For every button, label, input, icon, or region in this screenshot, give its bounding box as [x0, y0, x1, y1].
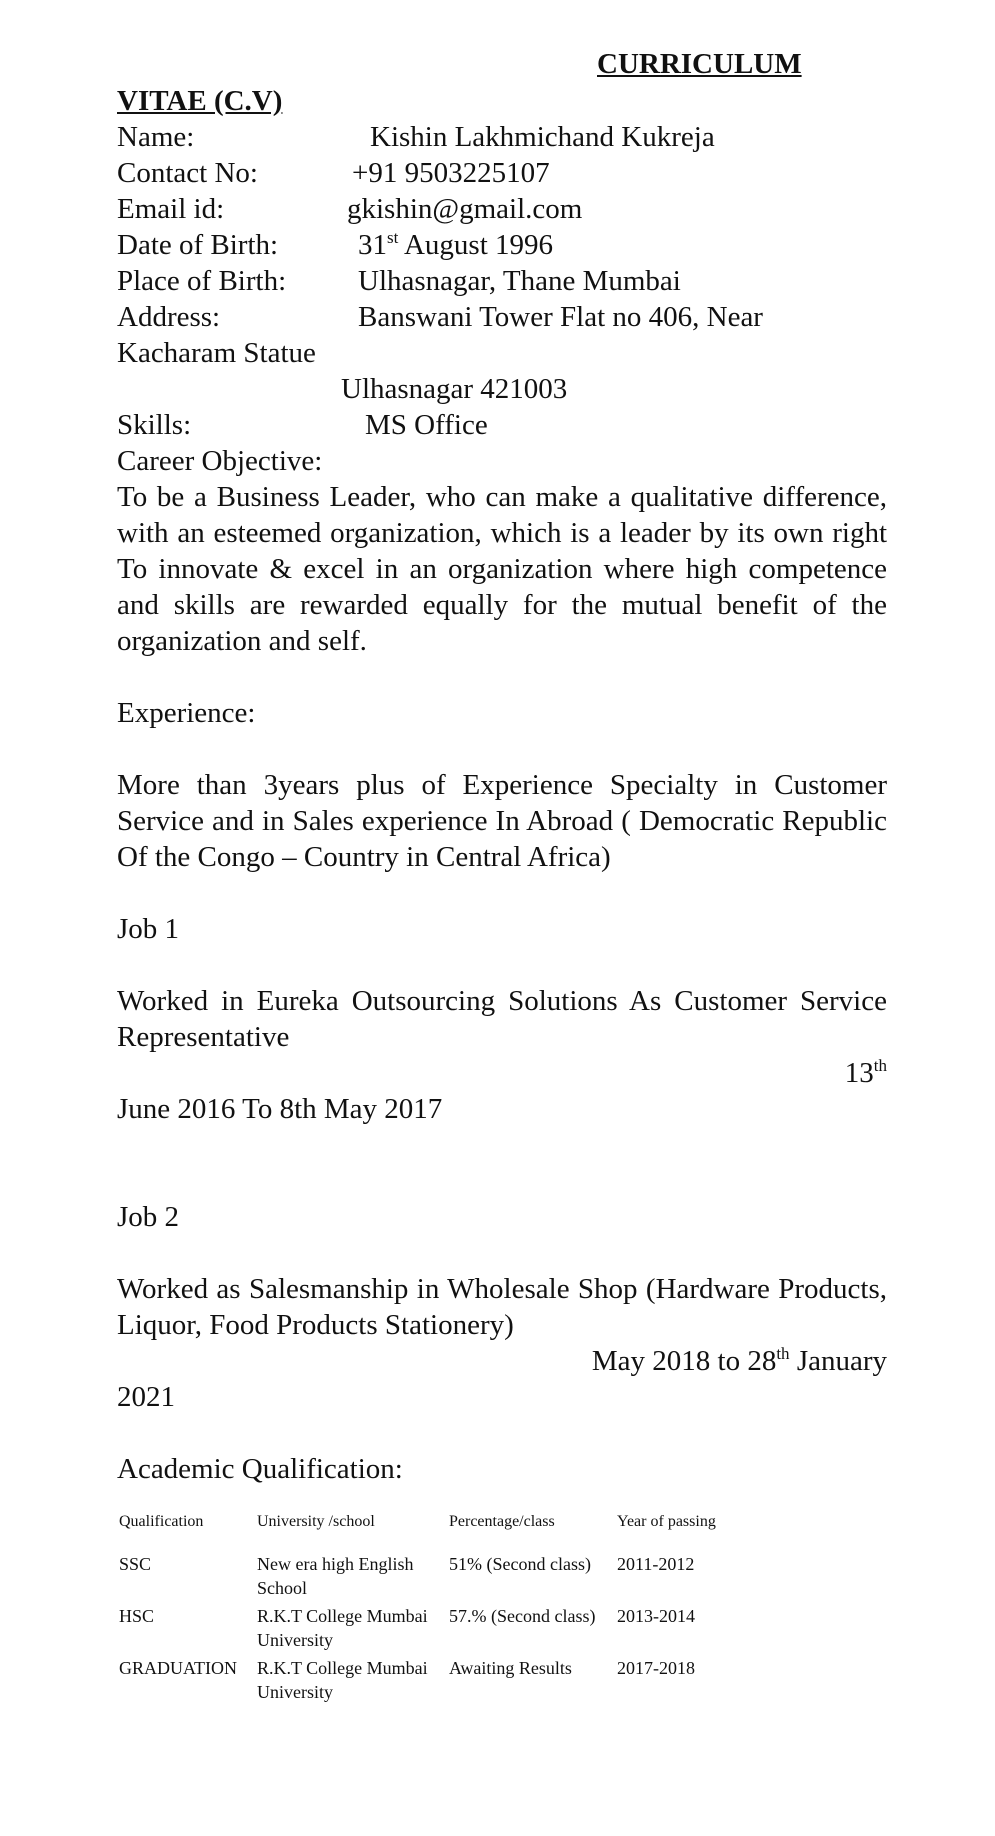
table-row — [115, 1604, 741, 1656]
skills-label: Skills: — [117, 409, 192, 441]
job2-date-year: 2021 — [117, 1381, 175, 1413]
email-label: Email id: — [117, 193, 225, 225]
job2-text: Worked as Salesmanship in Wholesale Shop (Hardware Products, Liquor, Food Products Stationery) — [117, 1273, 887, 1341]
contact-value: +91 9503225107 — [352, 157, 550, 189]
experience-summary: More than 3years plus of Experience Specialty in Customer Service and in Sales experience In Abroad ( Democratic Republic Of the Congo – Country in Central Africa) — [117, 769, 887, 873]
job1-date-day: 13th — [844, 1056, 887, 1089]
cell-qualification: HSC — [119, 1606, 155, 1626]
job1-date-rest: June 2016 To 8th May 2017 — [117, 1093, 443, 1125]
header-year: Year of passing — [617, 1513, 716, 1530]
cell-year: 2017-2018 — [617, 1658, 695, 1678]
title-line-1: CURRICULUM — [597, 48, 802, 80]
academic-header-row — [115, 1510, 741, 1552]
career-objective-label: Career Objective: — [117, 445, 323, 477]
job2-label: Job 2 — [117, 1201, 180, 1233]
header-percentage: Percentage/class — [449, 1513, 555, 1530]
dob-value: 31st August 1996 — [358, 228, 554, 261]
job1-text: Worked in Eureka Outsourcing Solutions As Customer Service Representative — [117, 985, 887, 1053]
name-label: Name: — [117, 121, 195, 153]
career-objective-text: To be a Business Leader, who can make a qualitative difference, with an esteemed organization, which is a leader by its own right To innovate & excel in an organization where high competence and skills are rewarded equally for the mutual benefit of the organization and self. — [117, 481, 887, 657]
cell-qualification: SSC — [119, 1554, 152, 1574]
dob-label: Date of Birth: — [117, 229, 279, 261]
address-line-3: Ulhasnagar 421003 — [341, 373, 568, 405]
table-row — [115, 1656, 741, 1708]
cell-percentage: Awaiting Results — [449, 1658, 572, 1678]
skills-value: MS Office — [365, 409, 488, 441]
pob-value: Ulhasnagar, Thane Mumbai — [358, 265, 681, 297]
header-qualification: Qualification — [119, 1513, 204, 1530]
job2-date: May 2018 to 28th January — [591, 1344, 887, 1377]
contact-label: Contact No: — [117, 157, 258, 189]
job1-label: Job 1 — [117, 913, 180, 945]
cell-percentage: 51% (Second class) — [449, 1554, 591, 1574]
address-value: Banswani Tower Flat no 406, Near — [358, 301, 763, 333]
cell-university: R.K.T College Mumbai University — [257, 1606, 428, 1650]
header-university: University /school — [257, 1513, 375, 1530]
experience-label: Experience: — [117, 697, 256, 729]
pob-label: Place of Birth: — [117, 265, 287, 297]
address-line-2: Kacharam Statue — [117, 337, 316, 369]
academic-label: Academic Qualification: — [117, 1453, 403, 1485]
address-label: Address: — [117, 301, 221, 333]
cell-percentage: 57.% (Second class) — [449, 1606, 596, 1626]
cell-year: 2013-2014 — [617, 1606, 695, 1626]
name-value: Kishin Lakhmichand Kukreja — [370, 121, 715, 153]
cell-university: R.K.T College Mumbai University — [257, 1658, 428, 1702]
cell-qualification: GRADUATION — [119, 1658, 237, 1678]
cell-year: 2011-2012 — [617, 1554, 695, 1574]
title-line-2: VITAE (C.V) — [117, 85, 283, 117]
email-value: gkishin@gmail.com — [347, 193, 583, 225]
cell-university: New era high English School — [257, 1554, 414, 1598]
table-row — [115, 1552, 741, 1604]
academic-table — [115, 1510, 741, 1708]
